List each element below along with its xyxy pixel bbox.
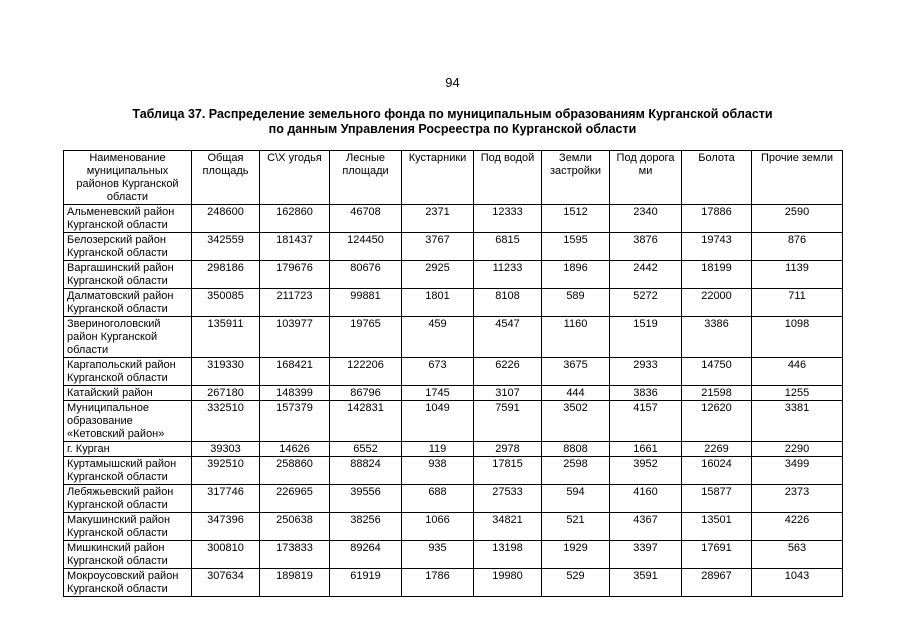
value-cell: 1929 (542, 541, 610, 569)
district-name-cell: г. Курган (64, 442, 192, 457)
value-cell: 6226 (474, 358, 542, 386)
value-cell: 103977 (260, 317, 330, 358)
value-cell: 3386 (682, 317, 752, 358)
value-cell: 2371 (402, 205, 474, 233)
table-row (64, 358, 843, 386)
district-name-cell: Каргапольский район Курганской области (64, 358, 192, 386)
column-header-agricultural: С\Х угодья (260, 151, 330, 205)
value-cell: 17815 (474, 457, 542, 485)
table-row (64, 261, 843, 289)
district-name-cell: Мокроусовский район Курганской области (64, 569, 192, 597)
value-cell: 673 (402, 358, 474, 386)
value-cell: 258860 (260, 457, 330, 485)
table-row (64, 457, 843, 485)
value-cell: 1160 (542, 317, 610, 358)
value-cell: 17691 (682, 541, 752, 569)
value-cell: 6815 (474, 233, 542, 261)
value-cell: 13501 (682, 513, 752, 541)
value-cell: 938 (402, 457, 474, 485)
column-header-roads: Под дорога ми (610, 151, 682, 205)
value-cell: 4547 (474, 317, 542, 358)
value-cell: 181437 (260, 233, 330, 261)
value-cell: 3397 (610, 541, 682, 569)
value-cell: 39556 (330, 485, 402, 513)
value-cell: 19980 (474, 569, 542, 597)
value-cell: 594 (542, 485, 610, 513)
value-cell: 319330 (192, 358, 260, 386)
value-cell: 11233 (474, 261, 542, 289)
value-cell: 298186 (192, 261, 260, 289)
value-cell: 347396 (192, 513, 260, 541)
value-cell: 589 (542, 289, 610, 317)
value-cell: 4160 (610, 485, 682, 513)
value-cell: 2590 (752, 205, 843, 233)
value-cell: 1098 (752, 317, 843, 358)
value-cell: 1139 (752, 261, 843, 289)
value-cell: 350085 (192, 289, 260, 317)
column-header-shrubs: Кустарники (402, 151, 474, 205)
value-cell: 173833 (260, 541, 330, 569)
value-cell: 135911 (192, 317, 260, 358)
table-row (64, 541, 843, 569)
district-name-cell: Варгашинский район Курганской области (64, 261, 192, 289)
value-cell: 3502 (542, 401, 610, 442)
value-cell: 4226 (752, 513, 843, 541)
value-cell: 6552 (330, 442, 402, 457)
value-cell: 688 (402, 485, 474, 513)
value-cell: 1255 (752, 386, 843, 401)
value-cell: 142831 (330, 401, 402, 442)
value-cell: 16024 (682, 457, 752, 485)
value-cell: 61919 (330, 569, 402, 597)
value-cell: 317746 (192, 485, 260, 513)
header-row (64, 151, 843, 205)
value-cell: 2598 (542, 457, 610, 485)
value-cell: 1595 (542, 233, 610, 261)
value-cell: 5272 (610, 289, 682, 317)
value-cell: 19743 (682, 233, 752, 261)
value-cell: 13198 (474, 541, 542, 569)
value-cell: 459 (402, 317, 474, 358)
district-name-cell: Куртамышский район Курганской области (64, 457, 192, 485)
value-cell: 8808 (542, 442, 610, 457)
value-cell: 2442 (610, 261, 682, 289)
value-cell: 3767 (402, 233, 474, 261)
value-cell: 307634 (192, 569, 260, 597)
value-cell: 211723 (260, 289, 330, 317)
value-cell: 1661 (610, 442, 682, 457)
value-cell: 124450 (330, 233, 402, 261)
value-cell: 300810 (192, 541, 260, 569)
value-cell: 179676 (260, 261, 330, 289)
value-cell: 332510 (192, 401, 260, 442)
page-number: 94 (445, 75, 460, 90)
value-cell: 1896 (542, 261, 610, 289)
value-cell: 4367 (610, 513, 682, 541)
district-name-cell: Макушинский район Курганской области (64, 513, 192, 541)
value-cell: 39303 (192, 442, 260, 457)
table-row (64, 233, 843, 261)
value-cell: 8108 (474, 289, 542, 317)
value-cell: 28967 (682, 569, 752, 597)
value-cell: 89264 (330, 541, 402, 569)
value-cell: 267180 (192, 386, 260, 401)
value-cell: 1043 (752, 569, 843, 597)
table-row (64, 386, 843, 401)
district-name-cell: Звериноголовский район Курганской области (64, 317, 192, 358)
value-cell: 529 (542, 569, 610, 597)
district-name-cell: Лебяжьевский район Курганской области (64, 485, 192, 513)
value-cell: 157379 (260, 401, 330, 442)
value-cell: 80676 (330, 261, 402, 289)
value-cell: 1512 (542, 205, 610, 233)
value-cell: 1049 (402, 401, 474, 442)
value-cell: 444 (542, 386, 610, 401)
district-name-cell: Катайский район (64, 386, 192, 401)
value-cell: 122206 (330, 358, 402, 386)
table-row (64, 442, 843, 457)
value-cell: 3107 (474, 386, 542, 401)
value-cell: 2933 (610, 358, 682, 386)
value-cell: 3381 (752, 401, 843, 442)
value-cell: 22000 (682, 289, 752, 317)
district-name-cell: Альменевский район Курганской области (64, 205, 192, 233)
value-cell: 250638 (260, 513, 330, 541)
value-cell: 15877 (682, 485, 752, 513)
district-name-cell: Белозерский район Курганской области (64, 233, 192, 261)
value-cell: 189819 (260, 569, 330, 597)
value-cell: 14750 (682, 358, 752, 386)
table-row (64, 513, 843, 541)
table-row (64, 485, 843, 513)
table-row (64, 401, 843, 442)
value-cell: 1745 (402, 386, 474, 401)
value-cell: 38256 (330, 513, 402, 541)
value-cell: 17886 (682, 205, 752, 233)
column-header-name: Наименование муниципальных районов Курганской области (64, 151, 192, 205)
table-body (64, 205, 843, 597)
table-row (64, 317, 843, 358)
value-cell: 14626 (260, 442, 330, 457)
value-cell: 876 (752, 233, 843, 261)
value-cell: 21598 (682, 386, 752, 401)
value-cell: 3952 (610, 457, 682, 485)
value-cell: 1786 (402, 569, 474, 597)
value-cell: 446 (752, 358, 843, 386)
value-cell: 3591 (610, 569, 682, 597)
value-cell: 3675 (542, 358, 610, 386)
value-cell: 168421 (260, 358, 330, 386)
district-name-cell: Далматовский район Курганской области (64, 289, 192, 317)
column-header-other: Прочие земли (752, 151, 843, 205)
table-title-line-2: по данным Управления Росреестра по Курганской области (268, 122, 637, 136)
value-cell: 7591 (474, 401, 542, 442)
value-cell: 1066 (402, 513, 474, 541)
value-cell: 226965 (260, 485, 330, 513)
value-cell: 99881 (330, 289, 402, 317)
column-header-water: Под водой (474, 151, 542, 205)
value-cell: 2290 (752, 442, 843, 457)
value-cell: 148399 (260, 386, 330, 401)
value-cell: 1519 (610, 317, 682, 358)
value-cell: 19765 (330, 317, 402, 358)
table-title (0, 107, 905, 137)
value-cell: 3499 (752, 457, 843, 485)
value-cell: 248600 (192, 205, 260, 233)
value-cell: 12333 (474, 205, 542, 233)
value-cell: 521 (542, 513, 610, 541)
value-cell: 2340 (610, 205, 682, 233)
column-header-total-area: Общая площадь (192, 151, 260, 205)
value-cell: 563 (752, 541, 843, 569)
value-cell: 3876 (610, 233, 682, 261)
value-cell: 2978 (474, 442, 542, 457)
value-cell: 935 (402, 541, 474, 569)
value-cell: 27533 (474, 485, 542, 513)
value-cell: 88824 (330, 457, 402, 485)
column-header-swamps: Болота (682, 151, 752, 205)
value-cell: 3836 (610, 386, 682, 401)
value-cell: 342559 (192, 233, 260, 261)
value-cell: 2269 (682, 442, 752, 457)
value-cell: 1801 (402, 289, 474, 317)
table-row (64, 289, 843, 317)
value-cell: 119 (402, 442, 474, 457)
value-cell: 162860 (260, 205, 330, 233)
land-fund-table (63, 150, 843, 597)
district-name-cell: Муниципальное образование «Кетовский район» (64, 401, 192, 442)
value-cell: 46708 (330, 205, 402, 233)
value-cell: 2925 (402, 261, 474, 289)
column-header-forest: Лесные площади (330, 151, 402, 205)
table-title-line-1: Таблица 37. Распределение земельного фонда по муниципальным образованиям Курганской области (132, 107, 773, 121)
value-cell: 86796 (330, 386, 402, 401)
value-cell: 711 (752, 289, 843, 317)
value-cell: 12620 (682, 401, 752, 442)
value-cell: 2373 (752, 485, 843, 513)
district-name-cell: Мишкинский район Курганской области (64, 541, 192, 569)
value-cell: 34821 (474, 513, 542, 541)
column-header-built-up: Земли застройки (542, 151, 610, 205)
table-row (64, 205, 843, 233)
value-cell: 18199 (682, 261, 752, 289)
value-cell: 4157 (610, 401, 682, 442)
table-row (64, 569, 843, 597)
value-cell: 392510 (192, 457, 260, 485)
